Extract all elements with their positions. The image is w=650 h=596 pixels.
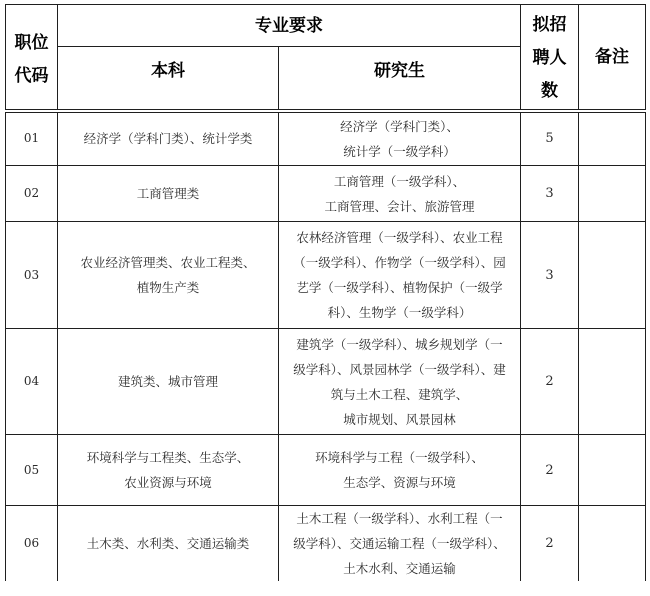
graduate-major-line: 建筑学（一级学科）、城乡规划学（一 bbox=[296, 336, 503, 352]
header-remarks: 备注 bbox=[579, 5, 646, 111]
position-code: 06 bbox=[6, 506, 58, 582]
planned-hires-count: 3 bbox=[521, 222, 579, 329]
undergraduate-major-line: 土木类、水利类、交通运输类 bbox=[86, 536, 250, 551]
undergraduate-major bbox=[58, 111, 279, 166]
undergraduate-major bbox=[58, 329, 279, 435]
table-row bbox=[6, 111, 646, 166]
graduate-major-line: 工商管理、会计、旅游管理 bbox=[324, 198, 475, 214]
remarks-cell bbox=[579, 435, 646, 506]
graduate-major-line: 土木工程（一级学科）、水利工程（一 bbox=[296, 511, 503, 526]
remarks-cell bbox=[579, 506, 646, 582]
undergraduate-major-line: 经济学（学科门类）、统计学类 bbox=[83, 131, 253, 147]
graduate-major-line: 科）、生物学（一级学科） bbox=[327, 305, 472, 320]
graduate-major-line: 生态学、资源与环境 bbox=[343, 475, 456, 490]
header-planned-hires bbox=[521, 5, 579, 111]
graduate-major bbox=[279, 506, 521, 582]
graduate-major bbox=[279, 435, 521, 506]
undergraduate-major-line: 环境科学与工程类、生态学、 bbox=[86, 450, 250, 465]
planned-hires-count: 2 bbox=[521, 435, 579, 506]
position-code: 04 bbox=[6, 329, 58, 435]
header-undergraduate: 本科 bbox=[58, 47, 279, 111]
graduate-major-line: 城市规划、风景园林 bbox=[343, 411, 456, 427]
planned-hires-count: 2 bbox=[521, 329, 579, 435]
graduate-major-line: 环境科学与工程（一级学科）、 bbox=[315, 450, 484, 465]
recruitment-table-container bbox=[5, 4, 645, 581]
recruitment-table bbox=[5, 4, 646, 581]
position-code: 01 bbox=[6, 111, 58, 166]
graduate-major bbox=[279, 111, 521, 166]
header-position-code-line: 职位 bbox=[14, 32, 49, 53]
position-code: 05 bbox=[6, 435, 58, 506]
remarks-cell bbox=[579, 329, 646, 435]
graduate-major-line: 农林经济管理（一级学科）、农业工程 bbox=[296, 230, 503, 245]
position-code: 03 bbox=[6, 222, 58, 329]
graduate-major-line: 艺学（一级学科）、植物保护（一级学 bbox=[296, 280, 503, 295]
header-position-code-line: 代码 bbox=[14, 65, 49, 86]
graduate-major bbox=[279, 329, 521, 435]
graduate-major-line: 工商管理（一级学科）、 bbox=[333, 173, 466, 189]
graduate-major bbox=[279, 166, 521, 222]
undergraduate-major bbox=[58, 166, 279, 222]
table-row bbox=[6, 329, 646, 435]
position-code: 02 bbox=[6, 166, 58, 222]
header-planned-hires-line: 数 bbox=[541, 81, 558, 102]
remarks-cell bbox=[579, 166, 646, 222]
undergraduate-major-line: 农业经济管理类、农业工程类、 bbox=[80, 255, 256, 270]
graduate-major-line: （一级学科）、作物学（一级学科）、园 bbox=[293, 255, 506, 270]
table-row bbox=[6, 222, 646, 329]
graduate-major-line: 经济学（学科门类）、 bbox=[340, 118, 459, 134]
graduate-major-line: 统计学（一级学科） bbox=[343, 143, 456, 159]
graduate-major-line: 级学科）、风景园林学（一级学科）、建 bbox=[293, 361, 506, 377]
undergraduate-major-line: 植物生产类 bbox=[136, 280, 200, 295]
planned-hires-count: 2 bbox=[521, 506, 579, 582]
planned-hires-count: 5 bbox=[521, 111, 579, 166]
header-row-top bbox=[6, 5, 646, 47]
remarks-cell bbox=[579, 222, 646, 329]
undergraduate-major bbox=[58, 435, 279, 506]
table-row bbox=[6, 166, 646, 222]
header-position-code bbox=[6, 5, 58, 111]
planned-hires-count: 3 bbox=[521, 166, 579, 222]
header-planned-hires-line: 拟招 bbox=[532, 15, 567, 36]
graduate-major-line: 级学科）、交通运输工程（一级学科）、 bbox=[293, 536, 506, 551]
graduate-major-line: 筑与土木工程、建筑学、 bbox=[330, 386, 469, 402]
graduate-major-line: 土木水利、交通运输 bbox=[343, 561, 456, 576]
undergraduate-major-line: 农业资源与环境 bbox=[124, 475, 212, 490]
table-row bbox=[6, 435, 646, 506]
table-row bbox=[6, 506, 646, 582]
header-planned-hires-line: 聘人 bbox=[532, 48, 567, 69]
undergraduate-major-line: 工商管理类 bbox=[136, 186, 200, 201]
undergraduate-major-line: 建筑类、城市管理 bbox=[117, 374, 218, 389]
remarks-cell bbox=[579, 111, 646, 166]
graduate-major bbox=[279, 222, 521, 329]
undergraduate-major bbox=[58, 222, 279, 329]
header-graduate: 研究生 bbox=[279, 47, 521, 111]
header-major-requirements: 专业要求 bbox=[58, 5, 521, 47]
undergraduate-major bbox=[58, 506, 279, 582]
